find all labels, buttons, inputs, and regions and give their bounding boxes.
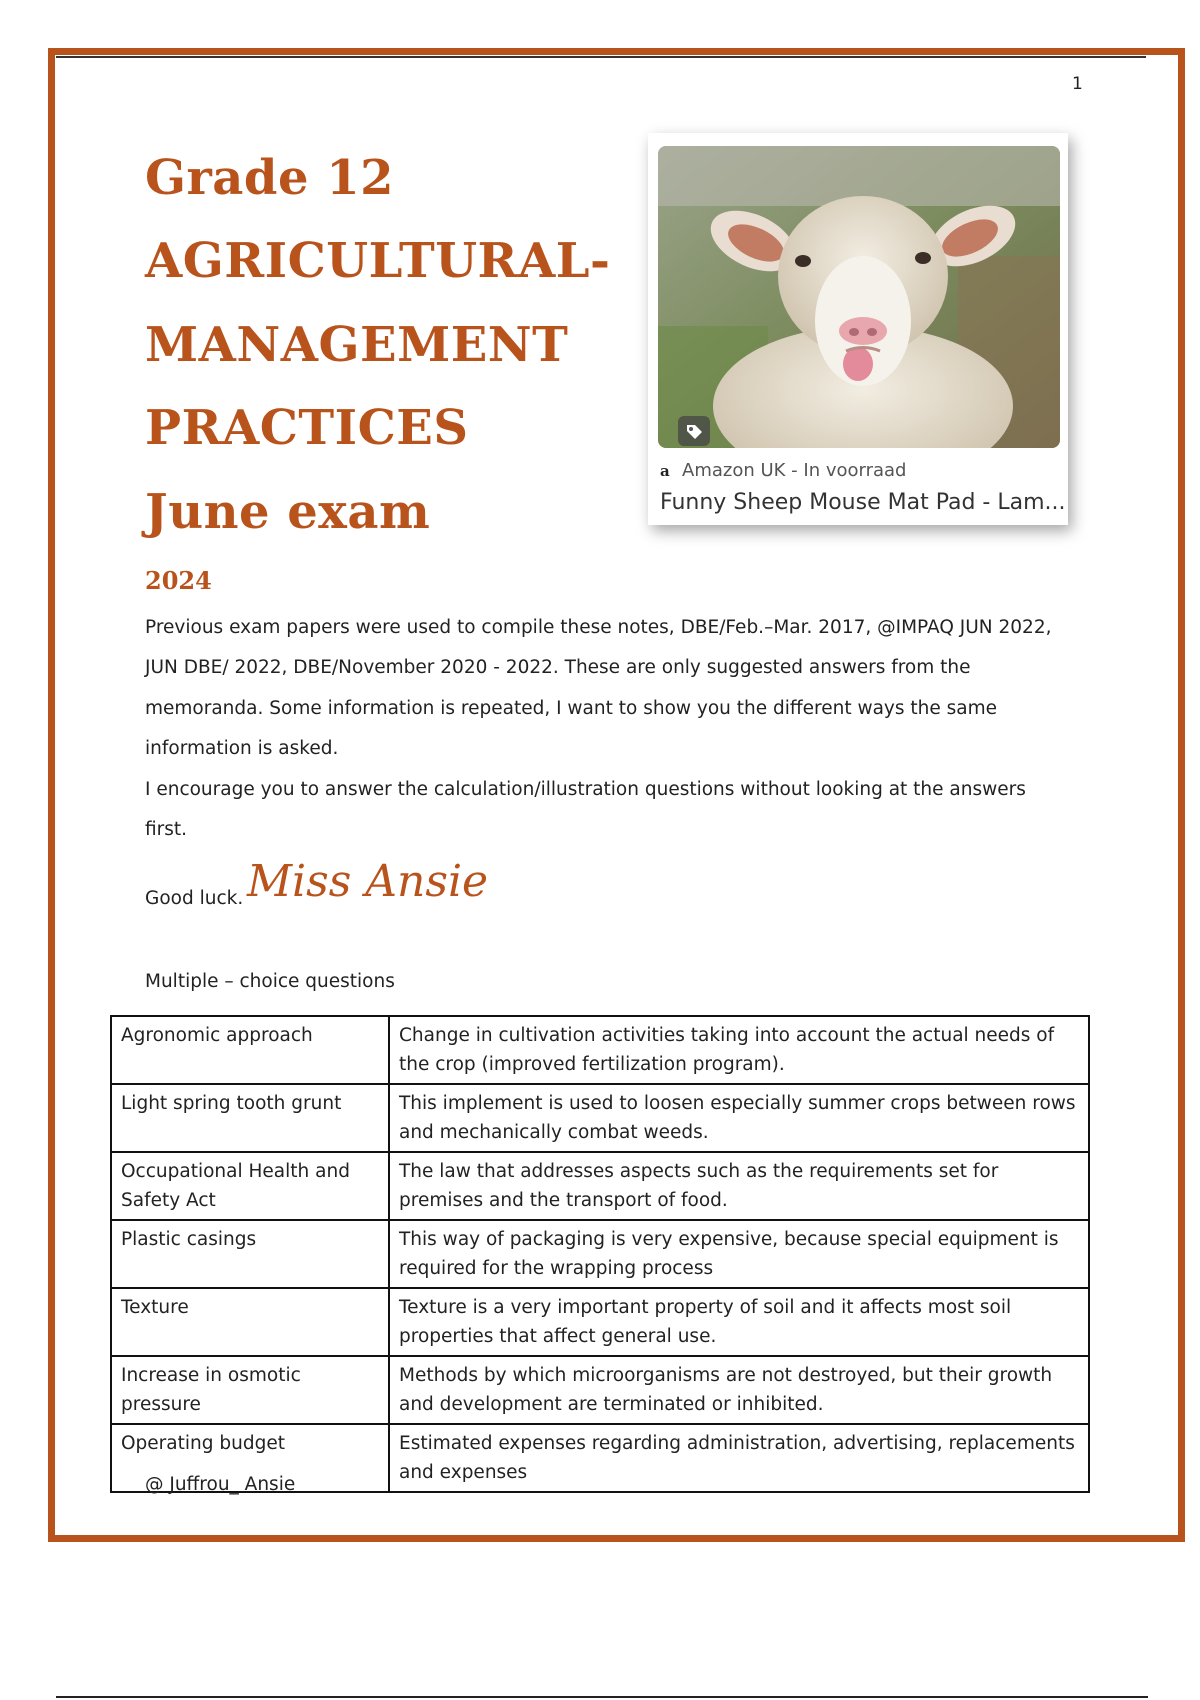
signature: Miss Ansie — [247, 856, 489, 907]
term-cell: Occupational Health and Safety Act — [111, 1152, 389, 1220]
image-source-label: Amazon UK - In voorraad — [682, 460, 907, 481]
definition-cell: The law that addresses aspects such as the requirements set for premises and the transport of food. — [389, 1152, 1089, 1220]
definition-cell: This way of packaging is very expensive, because special equipment is required for the wrapping process — [389, 1220, 1089, 1288]
term-cell: Texture — [111, 1288, 389, 1356]
definition-cell: Change in cultivation activities taking into account the actual needs of the crop (improved fertilization program). — [389, 1016, 1089, 1084]
intro-line: information is asked. — [145, 738, 339, 759]
title-line-grade: Grade 12 — [145, 150, 394, 206]
definition-cell: Estimated expenses regarding administration, advertising, replacements and expenses — [389, 1424, 1089, 1492]
top-rule — [56, 56, 1146, 58]
term-cell: Operating budget — [111, 1424, 389, 1492]
title-line-june-exam: June exam — [145, 484, 431, 540]
sheep-photo[interactable] — [658, 146, 1060, 448]
tag-icon[interactable] — [678, 416, 710, 446]
definition-cell: This implement is used to loosen especially summer crops between rows and mechanically combat weeds. — [389, 1084, 1089, 1152]
title-line-management: MANAGEMENT — [145, 317, 569, 373]
table-row — [111, 1016, 1089, 1084]
table-row — [111, 1084, 1089, 1152]
table-row — [111, 1288, 1089, 1356]
year: 2024 — [145, 566, 212, 595]
definition-cell: Texture is a very important property of soil and it affects most soil properties that affect general use. — [389, 1288, 1089, 1356]
title-line-agricultural: AGRICULTURAL- — [145, 233, 611, 289]
term-cell: Light spring tooth grunt — [111, 1084, 389, 1152]
table-row — [111, 1356, 1089, 1424]
intro-line: JUN DBE/ 2022, DBE/November 2020 - 2022. These are only suggested answers from the — [145, 657, 971, 678]
page-number: 1 — [1072, 74, 1083, 94]
footer-handle: @ Juffrou_ Ansie — [145, 1474, 296, 1495]
intro-line: I encourage you to answer the calculation/illustration questions without looking at the answers — [145, 779, 1026, 800]
image-source[interactable] — [660, 460, 906, 481]
term-cell: Plastic casings — [111, 1220, 389, 1288]
section-heading: Multiple – choice questions — [145, 971, 395, 992]
image-caption[interactable]: Funny Sheep Mouse Mat Pad - Lam... — [660, 490, 1066, 515]
mcq-table — [110, 1015, 1090, 1493]
table-row — [111, 1152, 1089, 1220]
term-cell: Agronomic approach — [111, 1016, 389, 1084]
bottom-rule — [56, 1696, 1148, 1698]
good-luck: Good luck. — [145, 888, 244, 909]
image-search-card[interactable] — [648, 133, 1068, 525]
amazon-icon: a — [660, 462, 670, 480]
intro-line: Previous exam papers were used to compile these notes, DBE/Feb.–Mar. 2017, @IMPAQ JUN 2022, — [145, 617, 1052, 638]
table-row — [111, 1220, 1089, 1288]
intro-line: first. — [145, 819, 188, 840]
title-line-practices: PRACTICES — [145, 400, 469, 456]
term-cell: Increase in osmotic pressure — [111, 1356, 389, 1424]
definition-cell: Methods by which microorganisms are not destroyed, but their growth and development are terminated or inhibited. — [389, 1356, 1089, 1424]
sheep-illustration — [658, 146, 1060, 448]
intro-line: memoranda. Some information is repeated, I want to show you the different ways the same — [145, 698, 998, 719]
